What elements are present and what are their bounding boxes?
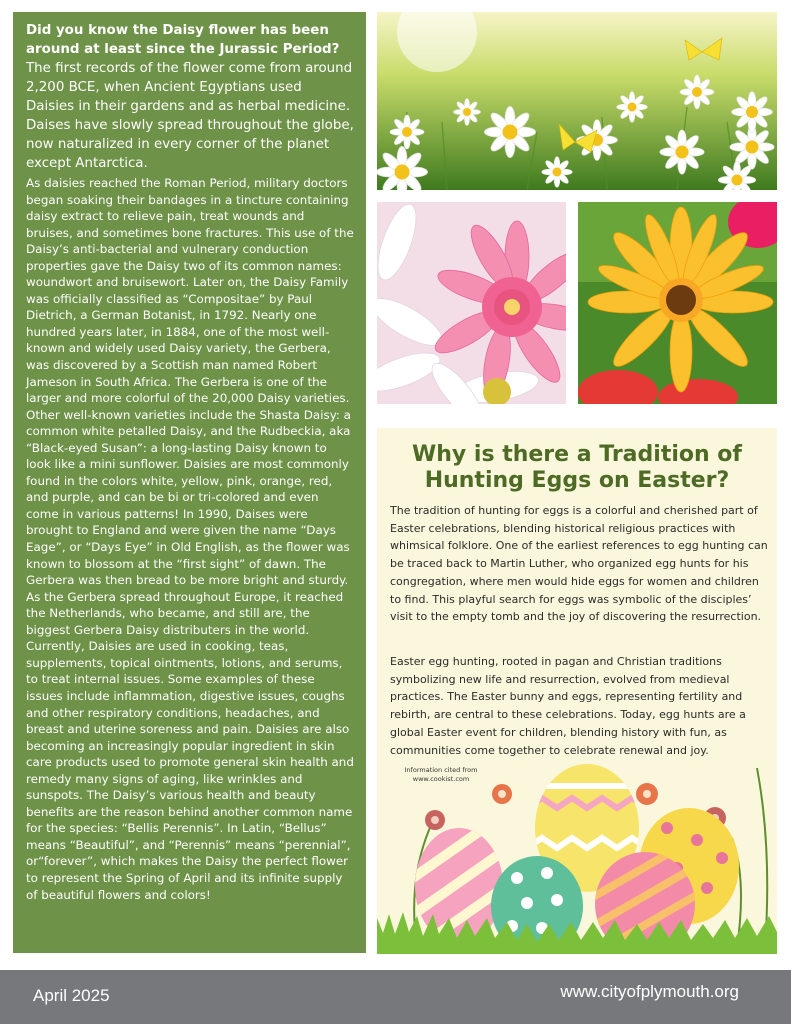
daisy-question: Did you know the Daisy flower has been around at least since the Jurassic Period?	[26, 23, 340, 57]
footer-date: April 2025	[33, 986, 110, 1005]
yellow-gerbera-photo	[578, 202, 777, 404]
easter-eggs-illustration	[377, 728, 777, 954]
daisy-field-photo	[377, 12, 777, 190]
easter-paragraph-2: Easter egg hunting, rooted in pagan and Christian traditions symbolizing new life and resurrection, evolved from medieval practices. The Easter bunny and eggs, representing fertility and rebirth, are central to these celebrations. Today, egg hunts are a global Easter event for children, blending history with fun, as communities come together to celebrate renewal and joy.	[390, 655, 746, 757]
daisy-body-paragraph: As daisies reached the Roman Period, military doctors began soaking their bandages in a tincture containing daisy extract to relieve pain, treat wounds and bruises, and sometimes bone fractures. This use of the Daisy’s anti-bacterial and vulnerary conduction properties gave the Daisy two of its common names: woundwort and bruisewort. Later on, the Daisy Family was officially classified as “Compositae” by Paul Dietrich, a German Botanist, in 1792. Nearly one hundred years later, in 1884, one of the most well-known and widely used Daisy variety, the Gerbera, was discovered by a Scottish man named Robert Jameson in South Africa. The Gerbera is one of the larger and more colorful of the 20,000 Daisy varieties. Other well-known varieties include the Shasta Daisy: a common white petalled Daisy, and the Rudbeckia, aka “Black-eyed Susan”: a long-lasting Daisy known to look like a mini sunflower. Daisies are most commonly found in the colors white, yellow, pink, orange, red, and purple, and can be bi or tri-colored and even come in various patterns! In 1990, Daises were brought to England and were given the name “Days Eage”, or “Days Eye” in Old English, as the flower was known to blossom at the “first sight” of dawn. The Gerbera was then bread to be more bright and sturdy. As the Gerbera spread throughout Europe, it reached the Netherlands, who became, and still are, the biggest Gerbera Daisy distributers in the world. Currently, Daisies are used in cooking, teas, supplements, topical ointments, lotions, and serums, to treat internal issues. Some examples of these issues include inflammation, digestive issues, coughs and other respiratory conditions, headaches, and breast and uterine soreness and pain. Daisies are also becoming an increasingly popular ingredient in skin care products used to promote general skin health and remedy many signs of aging, like wrinkles and sunspots. The Daisy’s various health and beauty benefits are the reason behind another common name for the species: “Bellis Perennis”. In Latin, “Bellus” means “Beautiful”, and “Perennis” means “perennial”, or“forever”, which makes the Daisy the perfect flower to represent the Spring of April and its infinite supply of beautiful flowers and colors!	[26, 176, 354, 902]
daisy-article	[13, 12, 366, 953]
pink-gerbera-photo	[377, 202, 566, 404]
daisy-lead-paragraph: The first records of the flower come from around 2,200 BCE, when Ancient Egyptians used Daisies in their gardens and as herbal medicine. Daises have slowly spread throughout the globe, now naturalized in every corner of the planet except Antarctica.	[26, 61, 354, 171]
easter-article	[377, 428, 777, 954]
easter-title: Why is there a Tradition of Hunting Eggs on Easter?	[411, 442, 742, 493]
citation-note: Information cited from www.cookist.com	[404, 766, 478, 783]
footer-website-link[interactable]: www.cityofplymouth.org	[560, 982, 739, 1001]
page-footer	[0, 970, 791, 1024]
easter-paragraph-1: The tradition of hunting for eggs is a colorful and cherished part of Easter celebrations, blending historical religious practices with whimsical folklore. One of the earliest references to egg hunting can be traced back to Martin Luther, who organized egg hunts for his congregation, where men would hide eggs for women and children to find. This playful search for eggs was symbolic of the disciples’ visit to the empty tomb and the joy of discovering the resurrection.	[390, 504, 768, 624]
